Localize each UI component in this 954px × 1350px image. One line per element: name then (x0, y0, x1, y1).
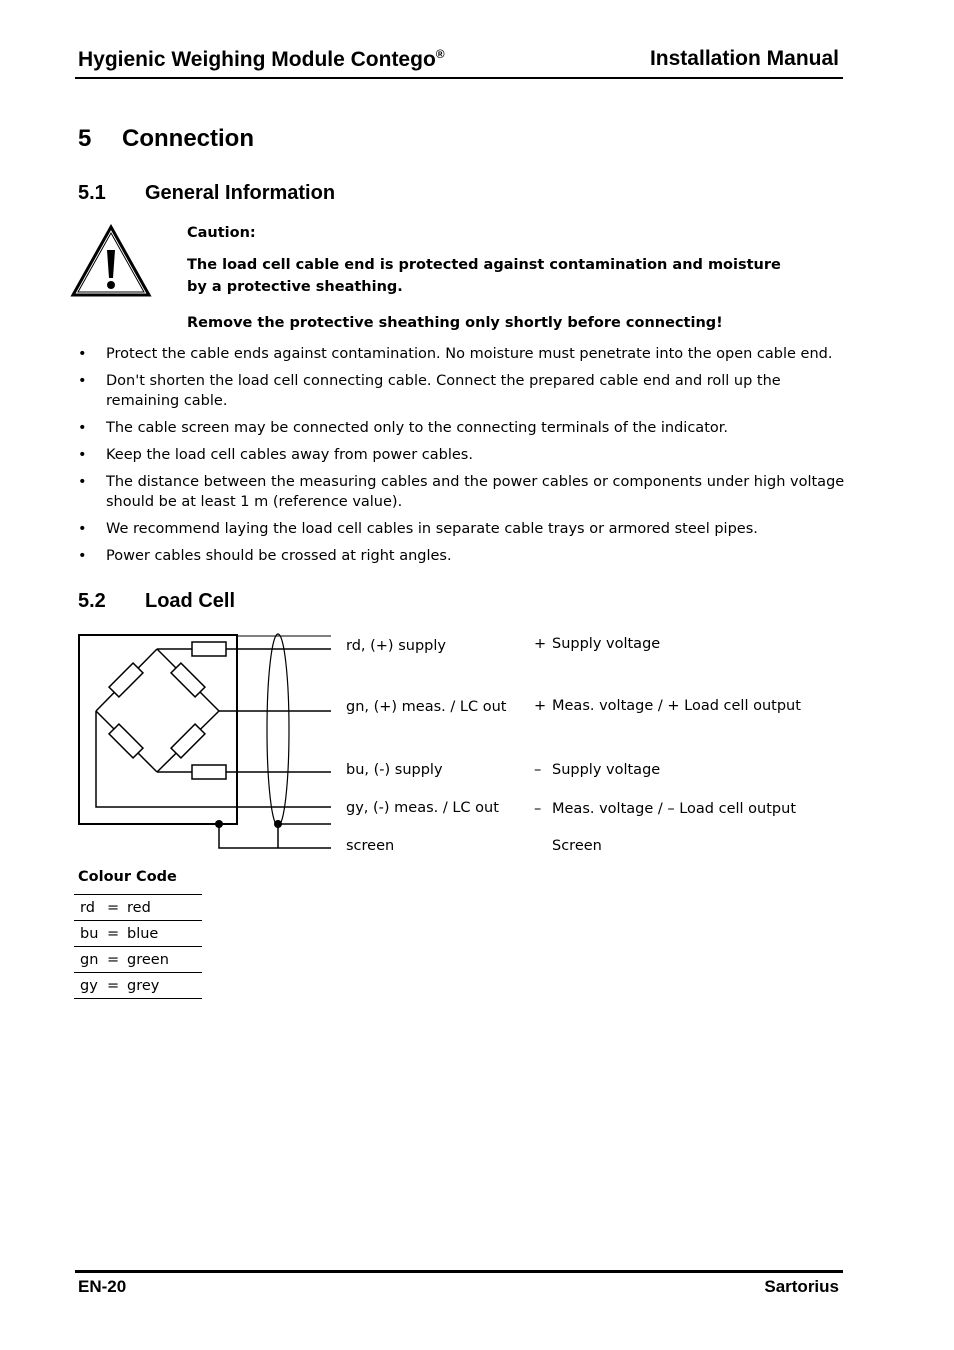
section-number: 5 (78, 125, 92, 152)
colour-code-key: bu (74, 921, 107, 947)
list-item-text: The distance between the measuring cables and the power cables or components under high voltage should be at least 1 m (reference value). (106, 474, 845, 510)
table-row (74, 895, 202, 921)
table-row (74, 921, 202, 947)
colour-code-equals: = (107, 921, 127, 947)
section-title: Connection (122, 125, 254, 152)
wire-label-bu: bu, (-) supply (346, 762, 443, 778)
subsection-title: General Information (145, 182, 336, 204)
list-item-text: The cable screen may be connected only to the connecting terminals of the indicator. (106, 420, 728, 436)
document-title-text: Hygienic Weighing Module Contego (78, 48, 436, 71)
list-item-text: Don't shorten the load cell connecting cable. Connect the prepared cable end and roll up the remaining cable. (106, 373, 781, 409)
sign-plus: + (534, 636, 547, 652)
colour-code-value: grey (127, 973, 202, 999)
wire-label-rd: rd, (+) supply (346, 638, 446, 654)
caution-instruction: Remove the protective sheathing only shortly before connecting! (187, 315, 723, 331)
bullet-icon: • (78, 474, 87, 490)
function-meas-minus: Meas. voltage / – Load cell output (552, 801, 797, 817)
page-number: EN-20 (78, 1277, 127, 1296)
colour-code-value: red (127, 895, 202, 921)
function-supply-minus: Supply voltage (552, 762, 661, 778)
list-item-text: Protect the cable ends against contamination. No moisture must penetrate into the open cable end. (106, 346, 833, 362)
colour-code-value: green (127, 947, 202, 973)
sign-minus: – (534, 762, 542, 778)
bullet-icon: • (78, 420, 87, 436)
table-row (74, 973, 202, 999)
colour-code-title: Colour Code (78, 869, 177, 885)
subsection-number: 5.1 (78, 182, 106, 204)
sign-plus: + (534, 698, 547, 714)
bullet-icon: • (78, 548, 87, 564)
list-item-text: Power cables should be crossed at right angles. (106, 548, 452, 564)
table-row (74, 947, 202, 973)
list-item-text: Keep the load cell cables away from power cables. (106, 447, 473, 463)
registered-mark: ® (435, 47, 445, 61)
bullet-icon: • (78, 521, 87, 537)
colour-code-equals: = (107, 947, 127, 973)
company-name: Sartorius (764, 1277, 839, 1296)
sign-minus: – (534, 801, 542, 817)
wire-label-screen: screen (346, 838, 395, 854)
colour-code-key: gn (74, 947, 107, 973)
wire-label-gn: gn, (+) meas. / LC out (346, 699, 507, 715)
function-supply-plus: Supply voltage (552, 636, 661, 652)
list-item-text: We recommend laying the load cell cables in separate cable trays or armored steel pipes. (106, 521, 758, 537)
manual-type: Installation Manual (649, 47, 839, 70)
bullet-icon: • (78, 447, 87, 463)
colour-code-table (74, 894, 202, 999)
colour-code-key: gy (74, 973, 107, 999)
caution-text: The load cell cable end is protected against contamination and moisture by a protective sheathing. (187, 257, 781, 295)
bullet-icon: • (78, 346, 87, 362)
colour-code-equals: = (107, 895, 127, 921)
function-screen: Screen (552, 838, 602, 854)
function-meas-plus: Meas. voltage / + Load cell output (552, 698, 801, 714)
colour-code-value: blue (127, 921, 202, 947)
wire-label-gy: gy, (-) meas. / LC out (346, 800, 499, 816)
subsection-number: 5.2 (78, 590, 106, 612)
caution-label: Caution: (187, 225, 256, 241)
bullet-icon: • (78, 373, 87, 389)
colour-code-equals: = (107, 973, 127, 999)
footer-rule (75, 1270, 843, 1273)
colour-code-key: rd (74, 895, 107, 921)
subsection-title: Load Cell (145, 590, 236, 612)
